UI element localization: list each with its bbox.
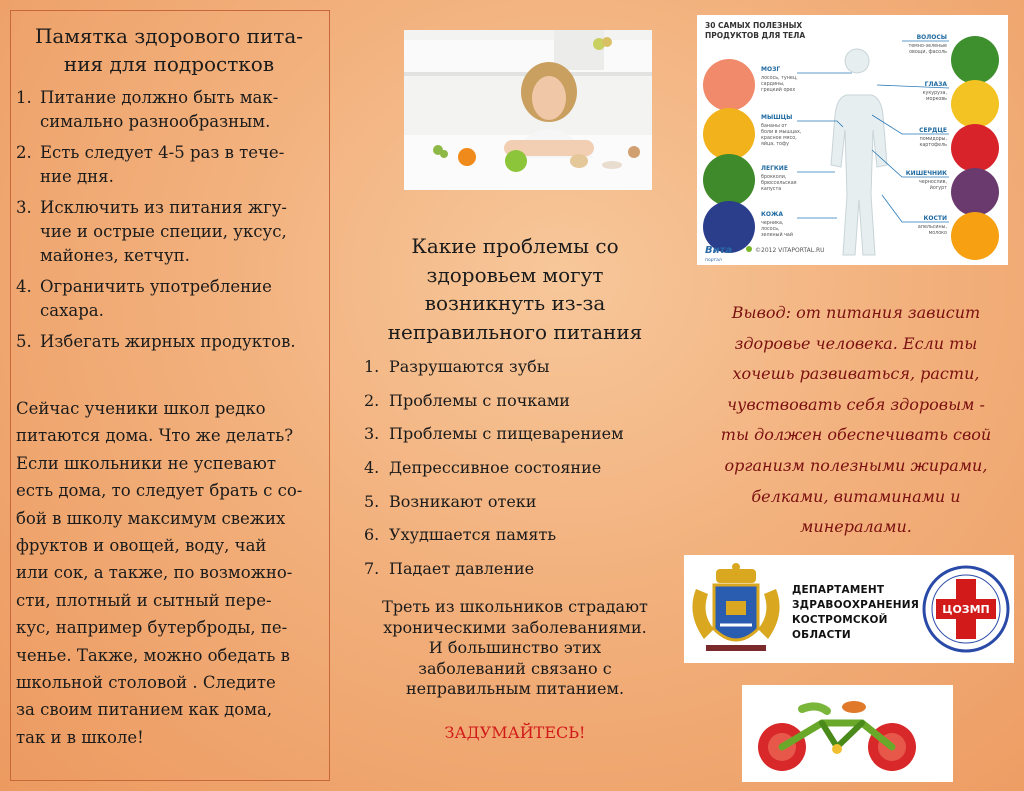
rule-text: ние дня. xyxy=(40,167,114,186)
organ-food-desc: морковь xyxy=(925,97,947,102)
organ-label: ЛЕГКИЕ xyxy=(761,165,788,172)
plum-icon xyxy=(951,168,999,216)
problem-item xyxy=(364,525,664,559)
department-line: ЗДРАВООХРАНЕНИЯ xyxy=(792,599,920,611)
copyright-text: ©2012 VITAPORTAL.RU xyxy=(755,247,825,254)
infographic-title-line: 30 САМЫХ ПОЛЕЗНЫХ xyxy=(705,21,803,30)
organ-label: ГЛАЗА xyxy=(924,81,947,88)
school-advice-paragraph xyxy=(16,395,328,751)
organ-food-desc: темно-зеленые xyxy=(908,44,947,49)
paragraph-line: Сейчас ученики школ редко xyxy=(16,399,266,418)
memo-title xyxy=(14,22,324,78)
paragraph-line: ченье. Также, можно обедать в xyxy=(16,645,290,665)
conclusion-line: Вывод: от питания зависит xyxy=(731,303,981,322)
organ-food-desc: апельсины, xyxy=(917,225,947,230)
problem-text: Проблемы с почками xyxy=(389,390,570,410)
rule-text: Избегать жирных продуктов. xyxy=(40,332,296,351)
paragraph-line: или сок, а также, по возможно- xyxy=(16,563,293,583)
organ-food-desc: лосось, тунец, xyxy=(761,76,798,81)
organ-food-desc: картофель xyxy=(919,143,947,148)
think-about-it-label: ЗАДУМАЙТЕСЬ! xyxy=(444,723,586,742)
organ-food-desc: зеленый чай xyxy=(761,233,793,238)
heading-line: здоровьем могут xyxy=(426,262,604,287)
problem-item xyxy=(364,492,664,526)
conclusion-line: ты должен обеспечивать свой xyxy=(720,425,992,445)
emblem-text: ЦОЗМП xyxy=(942,603,990,616)
rule-text: майонез, кетчуп. xyxy=(40,246,190,265)
paragraph-line: Если школьники не успевают xyxy=(16,453,276,473)
problem-item xyxy=(364,559,664,593)
organ-label: ВОЛОСЫ xyxy=(916,34,947,41)
banana-icon xyxy=(703,108,755,160)
conclusion-line: белками, витаминами и xyxy=(751,486,961,506)
healthy-foods-infographic xyxy=(697,15,1008,265)
organ-label: СЕРДЦЕ xyxy=(919,127,947,134)
rule-number: 4. xyxy=(16,277,32,296)
paragraph-line: так и в школе! xyxy=(16,727,144,747)
problem-number: 1. xyxy=(364,357,380,376)
problem-item xyxy=(364,391,664,425)
problem-item xyxy=(364,424,664,458)
problem-text: Падает давление xyxy=(389,559,535,579)
paragraph-line: сти, плотный и сытный пере- xyxy=(16,590,272,610)
organ-food-desc: яйца, тофу xyxy=(761,142,789,147)
chronic-disease-paragraph xyxy=(355,597,675,700)
girl-with-fruit-photo xyxy=(404,30,652,190)
organ-food-desc: боли в мышцах, xyxy=(761,130,802,135)
paragraph-line: заболеваний связано с xyxy=(418,658,612,678)
paragraph-line: за своим питанием как дома, xyxy=(16,700,273,720)
problem-number: 4. xyxy=(364,458,380,478)
paragraph-line: неправильным питанием. xyxy=(405,679,625,698)
rule-item xyxy=(16,330,328,354)
rule-text: Ограничить употребление xyxy=(40,277,272,296)
problem-text: Депрессивное состояние xyxy=(389,458,602,478)
rule-text: Есть следует 4-5 раз в тече- xyxy=(40,143,285,162)
health-department-logo-band xyxy=(684,555,1014,663)
organ-label: КОЖА xyxy=(761,211,783,218)
rule-text: Питание должно быть мак- xyxy=(40,88,279,107)
organ-food-desc: капуста xyxy=(761,187,782,192)
greens-icon xyxy=(951,36,999,84)
problem-text: Ухудшается память xyxy=(389,525,557,545)
organ-label: МЫШЦЫ xyxy=(761,114,793,121)
problem-number: 2. xyxy=(364,390,380,410)
broccoli-icon xyxy=(703,154,755,206)
problem-text: Возникают отеки xyxy=(389,491,537,511)
rule-text: Исключить из питания жгу- xyxy=(40,198,288,217)
problems-list xyxy=(364,357,664,593)
medical-prevention-center-emblem xyxy=(920,559,1012,659)
paragraph-line: кус, например бутерброды, пе- xyxy=(16,618,288,638)
paragraph-line: хроническими заболеваниями. xyxy=(383,617,647,637)
organ-food-desc: бананы от xyxy=(761,124,788,129)
problem-number: 6. xyxy=(364,525,380,545)
memo-title-line: Памятка здорового пита- xyxy=(34,24,304,48)
heading-line: Какие проблемы со xyxy=(411,234,619,258)
orange-icon xyxy=(951,212,999,260)
paragraph-line: бой в школу максимум свежих xyxy=(16,508,286,528)
rule-text: сахара. xyxy=(40,301,104,320)
tomato-icon xyxy=(951,124,999,172)
rule-item xyxy=(16,141,328,189)
rule-number: 5. xyxy=(16,332,32,351)
rule-text: симально разнообразным. xyxy=(40,112,271,131)
problem-item xyxy=(364,357,664,391)
rules-list xyxy=(16,86,328,361)
organ-food-desc: черника, xyxy=(761,221,784,226)
rule-number: 2. xyxy=(16,143,32,162)
kostroma-coat-of-arms-icon xyxy=(686,559,786,659)
organ-food-desc: лосось, xyxy=(761,227,780,232)
rule-item xyxy=(16,86,328,134)
conclusion-text xyxy=(700,298,1012,543)
problem-text: Разрушаются зубы xyxy=(389,357,550,376)
organ-label: МОЗГ xyxy=(761,66,781,73)
salmon-icon xyxy=(703,59,755,111)
problem-text: Проблемы с пищеварением xyxy=(389,424,624,444)
problems-heading xyxy=(360,232,670,346)
rule-number: 1. xyxy=(16,88,32,107)
paragraph-line: Треть из школьников страдают xyxy=(382,597,648,616)
heading-line: неправильного питания xyxy=(387,319,643,344)
conclusion-line: хочешь развиваться, расти, xyxy=(732,364,980,384)
corn-icon xyxy=(951,80,999,128)
organ-food-desc: сардины, xyxy=(761,82,785,87)
department-line: КОСТРОМСКОЙ ОБЛАСТИ xyxy=(792,614,888,641)
infographic-title-line: ПРОДУКТОВ ДЛЯ ТЕЛА xyxy=(705,31,806,40)
conclusion-line: здоровье человека. Если ты xyxy=(734,333,978,353)
problem-number: 7. xyxy=(364,559,380,579)
paragraph-line: И большинство этих xyxy=(428,638,602,657)
organ-food-desc: молоко xyxy=(928,231,947,236)
organ-food-desc: брокколи, xyxy=(761,175,787,180)
organ-food-desc: овощи, фасоль xyxy=(909,50,947,55)
organ-food-desc: грецкий орех xyxy=(761,88,796,93)
vita-brand: Вита xyxy=(705,245,733,256)
paragraph-line: есть дома, то следует брать с со- xyxy=(16,481,303,501)
problem-number: 5. xyxy=(364,491,380,511)
organ-food-desc: помидоры, xyxy=(919,137,947,142)
rule-number: 3. xyxy=(16,198,32,217)
organ-food-desc: чернослив, xyxy=(918,180,947,185)
paragraph-line: школьной столовой . Следите xyxy=(16,673,276,693)
rule-text: чие и острые специи, уксус, xyxy=(40,222,287,241)
paragraph-line: фруктов и овощей, воду, чай xyxy=(16,536,267,556)
problem-number: 3. xyxy=(364,424,380,444)
vita-brand-sub: портал xyxy=(705,258,722,263)
department-line: ДЕПАРТАМЕНТ xyxy=(792,584,885,596)
paragraph-line: питаются дома. Что же делать? xyxy=(16,426,294,446)
problem-item xyxy=(364,458,664,492)
organ-food-desc: брюссельская xyxy=(761,181,797,186)
department-name xyxy=(792,583,920,643)
organ-food-desc: йогурт xyxy=(929,186,947,191)
conclusion-line: чувствовать себя здоровым - xyxy=(727,394,985,414)
organ-food-desc: красное мясо, xyxy=(761,136,797,141)
vegetable-bicycle-photo xyxy=(742,685,953,782)
memo-title-line: ния для подростков xyxy=(63,52,275,76)
organ-food-desc: кукуруза, xyxy=(922,91,947,96)
heading-line: возникнуть из-за xyxy=(424,291,606,315)
rule-item xyxy=(16,196,328,268)
organ-label: КОСТИ xyxy=(923,215,947,222)
conclusion-line: организм полезными жирами, xyxy=(724,455,988,475)
organ-label: КИШЕЧНИК xyxy=(905,170,947,177)
conclusion-line: минералами. xyxy=(800,517,912,537)
rule-item xyxy=(16,275,328,323)
vita-logo-icon xyxy=(746,246,752,252)
